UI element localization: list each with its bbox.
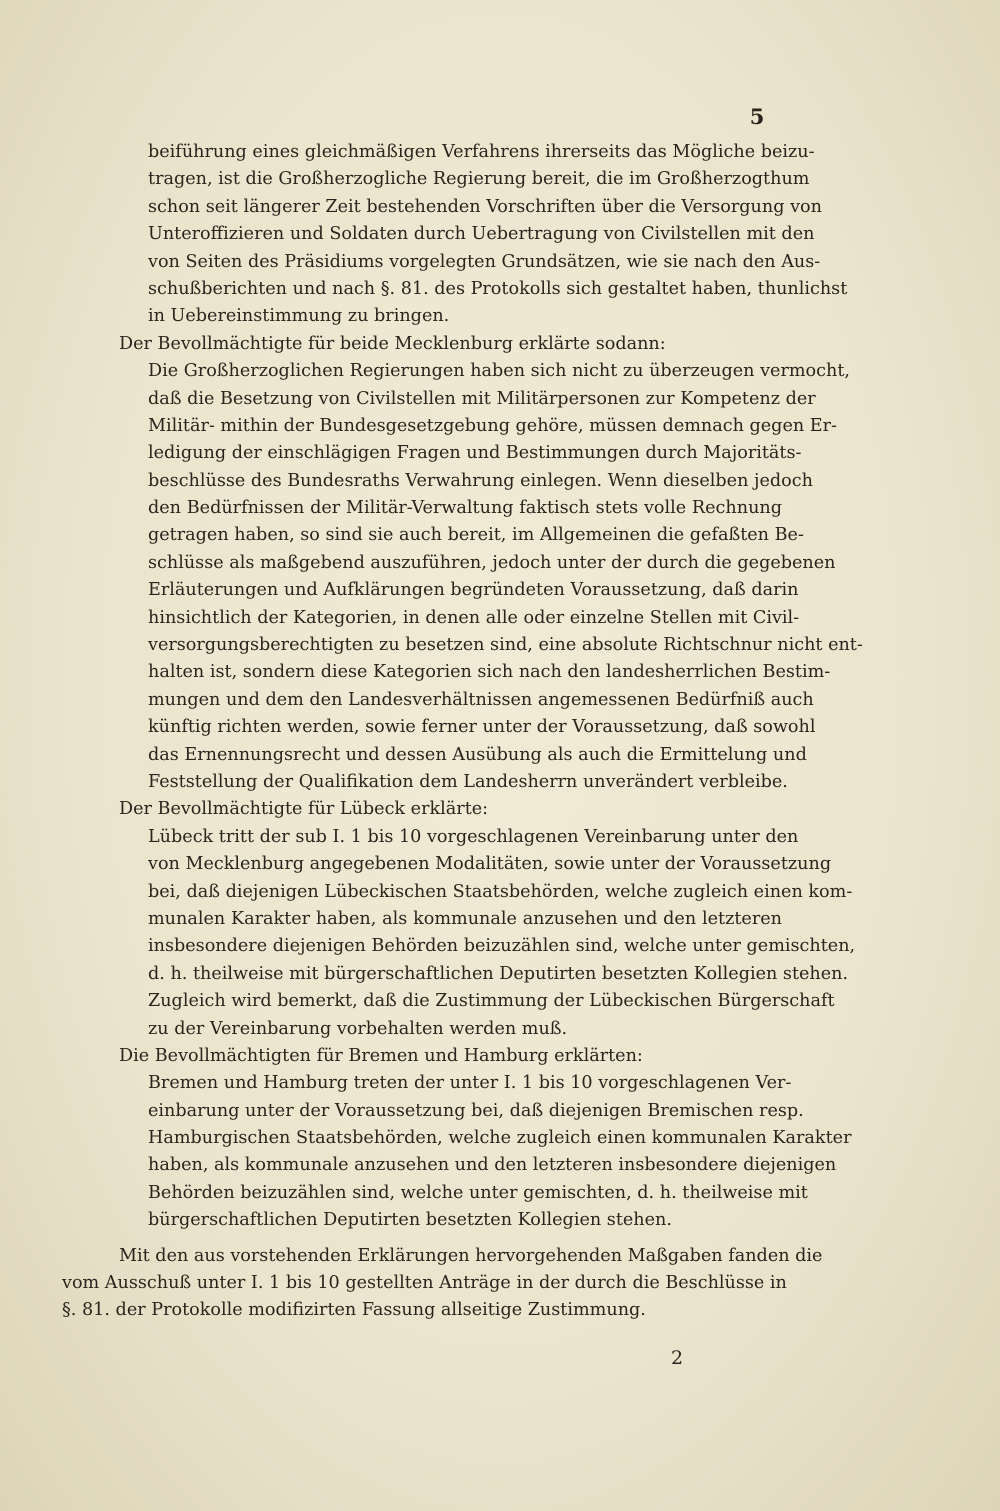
text-line: Der Bevollmächtigte für beide Mecklenburg erklärte sodann: <box>119 333 666 354</box>
text-line: Bremen und Hamburg treten der unter I. 1 bis 10 vorgeschlagenen Ver- <box>148 1073 792 1094</box>
text-line: Unteroffizieren und Soldaten durch Uebertragung von Civilstellen mit den <box>148 224 815 245</box>
text-line: schlüsse als maßgebend auszuführen, jedoch unter der durch die gegebenen <box>148 552 836 573</box>
text-line: halten ist, sondern diese Kategorien sich nach den landesherrlichen Bestim- <box>148 662 831 683</box>
statement-heading-mecklenburg <box>62 331 782 358</box>
text-line: Erläuterungen und Aufklärungen begründeten Voraussetzung, daß darin <box>148 580 799 601</box>
statement-bremen-hamburg <box>62 1070 852 1234</box>
text-line: d. h. theilweise mit bürgerschaftlichen Deputirten besetzten Kollegien stehen. <box>148 963 849 984</box>
text-line: schußberichten und nach §. 81. des Protokolls sich gestaltet haben, thunlichst <box>148 278 848 299</box>
text-line: vom Ausschuß unter I. 1 bis 10 gestellten Anträge in der durch die Beschlüsse in <box>62 1273 787 1294</box>
text-line: zu der Vereinbarung vorbehalten werden muß. <box>148 1018 568 1039</box>
statement-heading-luebeck <box>62 796 782 823</box>
document-body <box>62 139 863 1325</box>
text-line: den Bedürfnissen der Militär-Verwaltung faktisch stets volle Rechnung <box>148 498 782 519</box>
text-line: in Uebereinstimmung zu bringen. <box>148 306 450 327</box>
text-line: von Seiten des Präsidiums vorgelegten Grundsätzen, wie sie nach den Aus- <box>148 251 821 272</box>
text-line: künftig richten werden, sowie ferner unter der Voraussetzung, daß sowohl <box>148 717 816 738</box>
text-line: Lübeck tritt der sub I. 1 bis 10 vorgeschlagenen Vereinbarung unter den <box>148 826 799 847</box>
text-line: Die Bevollmächtigten für Bremen und Hamburg erklärten: <box>119 1045 643 1066</box>
text-line: getragen haben, so sind sie auch bereit, im Allgemeinen die gefaßten Be- <box>148 525 804 546</box>
text-line: das Ernennungsrecht und dessen Ausübung als auch die Ermittelung und <box>148 744 807 765</box>
text-line: Zugleich wird bemerkt, daß die Zustimmung der Lübeckischen Bürgerschaft <box>148 991 835 1012</box>
text-line: bürgerschaftlichen Deputirten besetzten Kollegien stehen. <box>148 1210 672 1231</box>
text-line: Der Bevollmächtigte für Lübeck erklärte: <box>119 799 489 820</box>
text-line: haben, als kommunale anzusehen und den letzteren insbesondere diejenigen <box>148 1155 837 1176</box>
signature-mark: 2 <box>670 1347 684 1369</box>
text-line: mungen und dem den Landesverhältnissen angemessenen Bedürfniß auch <box>148 689 814 710</box>
statement-luebeck <box>62 824 856 1043</box>
statement-mecklenburg <box>62 358 863 796</box>
text-line: Hamburgischen Staatsbehörden, welche zugleich einen kommunalen Karakter <box>148 1128 852 1149</box>
text-line: munalen Karakter haben, als kommunale anzusehen und den letzteren <box>148 908 782 929</box>
text-line: beschlüsse des Bundesraths Verwahrung einlegen. Wenn dieselben jedoch <box>148 470 813 491</box>
paragraph-conclusion <box>62 1243 823 1325</box>
statement-heading-bremen-hamburg <box>62 1043 782 1070</box>
text-line: Mit den aus vorstehenden Erklärungen hervorgehenden Maßgaben fanden die <box>119 1245 823 1266</box>
text-line: versorgungsberechtigten zu besetzen sind, eine absolute Richtschnur nicht ent- <box>148 635 863 656</box>
text-line: tragen, ist die Großherzogliche Regierung bereit, die im Großherzogthum <box>148 169 810 190</box>
text-line: Behörden beizuzählen sind, welche unter gemischten, d. h. theilweise mit <box>148 1182 808 1203</box>
text-line: hinsichtlich der Kategorien, in denen alle oder einzelne Stellen mit Civil- <box>148 607 800 628</box>
text-line: ledigung der einschlägigen Fragen und Bestimmungen durch Majoritäts- <box>148 443 802 464</box>
text-line: Militär- mithin der Bundesgesetzgebung gehöre, müssen demnach gegen Er- <box>148 415 837 436</box>
text-line: einbarung unter der Voraussetzung bei, daß diejenigen Bremischen resp. <box>148 1100 804 1121</box>
text-line: von Mecklenburg angegebenen Modalitäten, sowie unter der Voraussetzung <box>148 854 832 875</box>
text-line: beiführung eines gleichmäßigen Verfahrens ihrerseits das Mögliche beizu- <box>148 142 815 162</box>
text-line: bei, daß diejenigen Lübeckischen Staatsbehörden, welche zugleich einen kom- <box>148 881 853 902</box>
text-line: schon seit längerer Zeit bestehenden Vorschriften über die Versorgung von <box>148 196 822 217</box>
text-line: §. 81. der Protokolle modifizirten Fassung allseitige Zustimmung. <box>62 1300 646 1321</box>
paragraph-continuation <box>62 139 848 331</box>
page-number: 5 <box>749 104 765 129</box>
text-line: daß die Besetzung von Civilstellen mit Militärpersonen zur Kompetenz der <box>148 388 816 409</box>
text-line: insbesondere diejenigen Behörden beizuzählen sind, welche unter gemischten, <box>148 936 856 957</box>
text-line: Feststellung der Qualifikation dem Landesherrn unverändert verbleibe. <box>148 771 788 792</box>
text-line: Die Großherzoglichen Regierungen haben sich nicht zu überzeugen vermocht, <box>148 361 850 382</box>
